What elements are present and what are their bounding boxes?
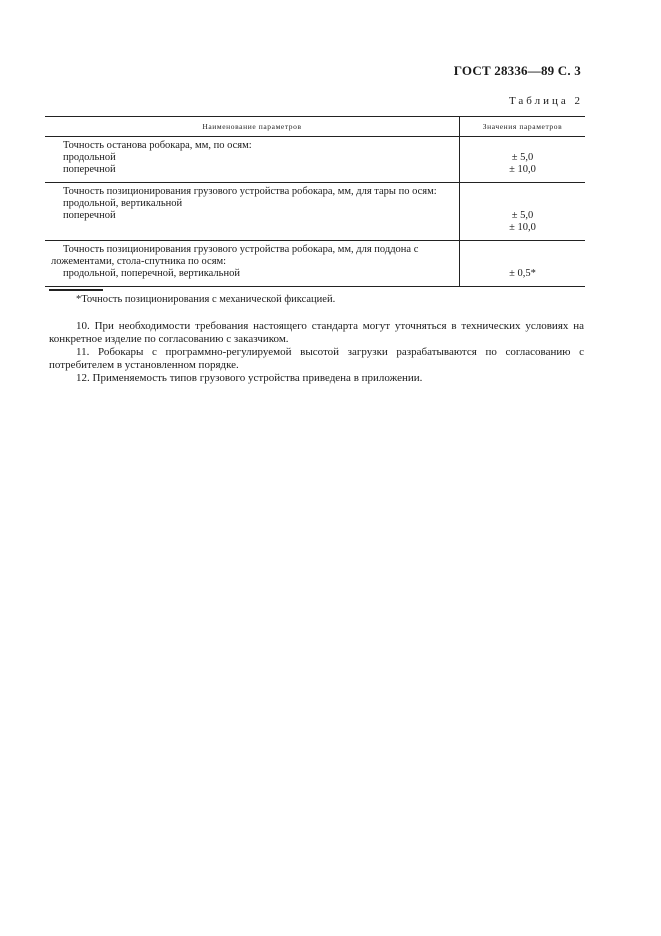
parameter-value: ± 5,0 (511, 210, 534, 221)
parameters-table (45, 116, 585, 287)
body-text (49, 320, 584, 385)
parameter-axis: продольной, поперечной, вертикальной (63, 268, 240, 279)
paragraph: 10. При необходимости требования настоящего стандарта могут уточняться в технических условиях на конкретное изделие по согласованию с заказчиком. (49, 320, 584, 345)
parameter-axis: продольной (63, 152, 116, 163)
table-header-row (45, 117, 585, 137)
parameter-cell (45, 137, 460, 183)
paragraph: 11. Робокары с программно-регулируемой высотой загрузки разрабатываются по согласованию с потребителем в установленном порядке. (49, 346, 584, 371)
document-header: ГОСТ 28336—89 С. 3 (453, 63, 581, 78)
table-caption: Таблица 2 (508, 95, 583, 107)
parameter-axis: продольной, вертикальной (63, 198, 183, 209)
column-header-name: Наименование параметров (45, 117, 460, 137)
value-cell (460, 183, 586, 241)
parameter-cell (45, 241, 460, 287)
parameter-name: Точность позиционирования грузового устройства робокара, мм, для тары по осям: (63, 186, 437, 197)
table-row (45, 137, 585, 183)
parameter-value: ± 10,0 (509, 164, 536, 175)
parameter-value: ± 5,0 (511, 152, 534, 163)
parameter-axis: поперечной (63, 164, 116, 175)
parameter-name: Точность позиционирования грузового устройства робокара, мм, для поддона с ложементами, стола-спутника по осям: (51, 244, 419, 267)
footnote: *Точность позиционирования с механической фиксацией. (76, 294, 336, 305)
parameter-axis: поперечной (63, 210, 116, 221)
table-row (45, 183, 585, 241)
parameter-cell (45, 183, 460, 241)
paragraph: 12. Применяемость типов грузового устройства приведена в приложении. (76, 372, 423, 384)
parameter-value: ± 0,5* (509, 268, 536, 279)
footnote-divider (49, 289, 103, 291)
value-cell (460, 137, 586, 183)
value-cell (460, 241, 586, 287)
parameter-name: Точность останова робокара, мм, по осям: (63, 140, 252, 151)
parameter-value: ± 10,0 (509, 222, 536, 233)
table-row (45, 241, 585, 287)
column-header-value: Значения параметров (460, 117, 586, 137)
